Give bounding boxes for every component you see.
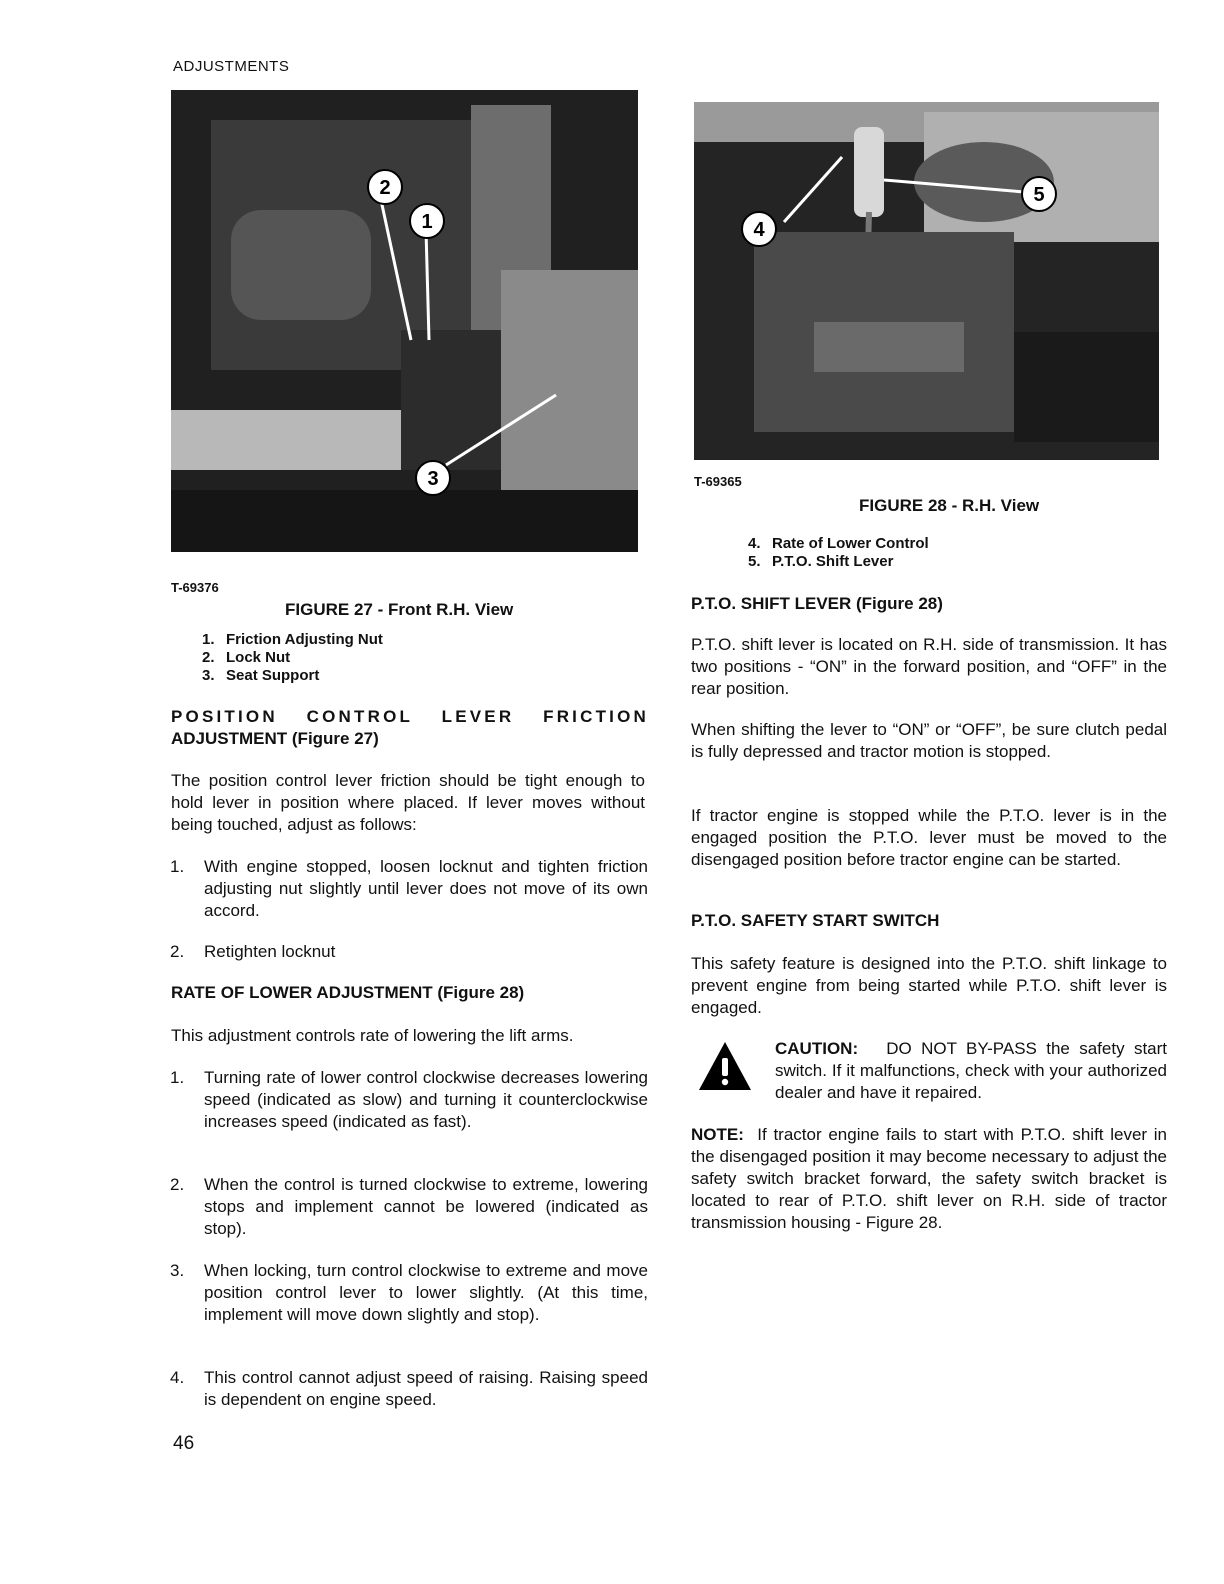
svg-text:4: 4 — [753, 219, 765, 241]
callout-2 — [368, 170, 402, 204]
page-number: 46 — [173, 1433, 195, 1454]
figure-27-photo — [171, 90, 638, 552]
callout-4 — [742, 212, 776, 246]
position-control-heading-line1: POSITION CONTROL LEVER FRICTION — [171, 707, 649, 726]
callout-5 — [1022, 177, 1056, 211]
position-control-heading-line2: ADJUSTMENT (Figure 27) — [171, 729, 379, 748]
caution-text: DO NOT BY-PASS the safety start switch. If it malfunctions, check with your authorized dealer and have it repaired. — [775, 1039, 1168, 1102]
svg-text:1: 1 — [421, 211, 433, 233]
figure-28-title: FIGURE 28 - R.H. View — [859, 496, 1040, 515]
rate-of-lower-intro: This adjustment controls rate of lowering the lift arms. — [171, 1026, 574, 1045]
pto-shift-paragraph: P.T.O. shift lever is located on R.H. side of transmission. It has two positions - “ON” in the forward position, and “OFF” in the rear position. — [691, 635, 1167, 698]
caution-label: CAUTION: — [775, 1039, 859, 1058]
figure-27-legend — [202, 631, 383, 685]
svg-text:5: 5 — [1033, 184, 1045, 206]
pto-shift-heading: P.T.O. SHIFT LEVER (Figure 28) — [691, 594, 943, 613]
pto-shift-paragraph: When shifting the lever to “ON” or “OFF”, be sure clutch pedal is fully depressed and tractor motion is stopped. — [691, 720, 1167, 761]
rate-of-lower-heading: RATE OF LOWER ADJUSTMENT (Figure 28) — [171, 983, 525, 1002]
legend-item: 5. P.T.O. Shift Lever — [748, 553, 894, 570]
figure-27-title: FIGURE 27 - Front R.H. View — [285, 600, 514, 619]
svg-text:3: 3 — [427, 468, 439, 490]
pto-shift-paragraph: If tractor engine is stopped while the P.T.O. lever is in the engaged position the P.T.O. lever must be moved to the disengaged position before tractor engine can be started. — [691, 806, 1167, 869]
figure-28-photo-number: T-69365 — [694, 474, 742, 489]
figure-27-photo-number: T-69376 — [171, 580, 219, 595]
figure-28-photo — [694, 102, 1159, 460]
warning-triangle-icon — [697, 1040, 753, 1092]
svg-text:2: 2 — [379, 177, 391, 199]
legend-item: 2. Lock Nut — [202, 649, 291, 666]
figure-28-legend — [748, 535, 929, 571]
caution-notice — [775, 1038, 1167, 1104]
note-label: NOTE: — [691, 1125, 744, 1144]
pto-safety-paragraph: This safety feature is designed into the P.T.O. shift linkage to prevent engine from being started while P.T.O. shift lever is engaged. — [691, 954, 1167, 1017]
legend-item: 4. Rate of Lower Control — [748, 535, 929, 552]
note-text: If tractor engine fails to start with P.T.O. shift lever in the disengaged position it may become necessary to adjust the safety switch bracket forward, the safety switch bracket is located to rear of P.T.O. shift lever on R.H. side of tractor transmission housing - Figure 28. — [691, 1125, 1167, 1232]
callout-1 — [410, 204, 444, 238]
legend-item: 1. Friction Adjusting Nut — [202, 631, 383, 648]
legend-item: 3. Seat Support — [202, 667, 320, 684]
pto-safety-heading: P.T.O. SAFETY START SWITCH — [691, 911, 940, 930]
note — [691, 1124, 1167, 1234]
position-control-intro: The position control lever friction should be tight enough to hold lever in position where placed. If lever moves without being touched, adjust as follows: — [171, 771, 645, 834]
section-header: ADJUSTMENTS — [173, 58, 290, 75]
callout-3 — [416, 461, 450, 495]
